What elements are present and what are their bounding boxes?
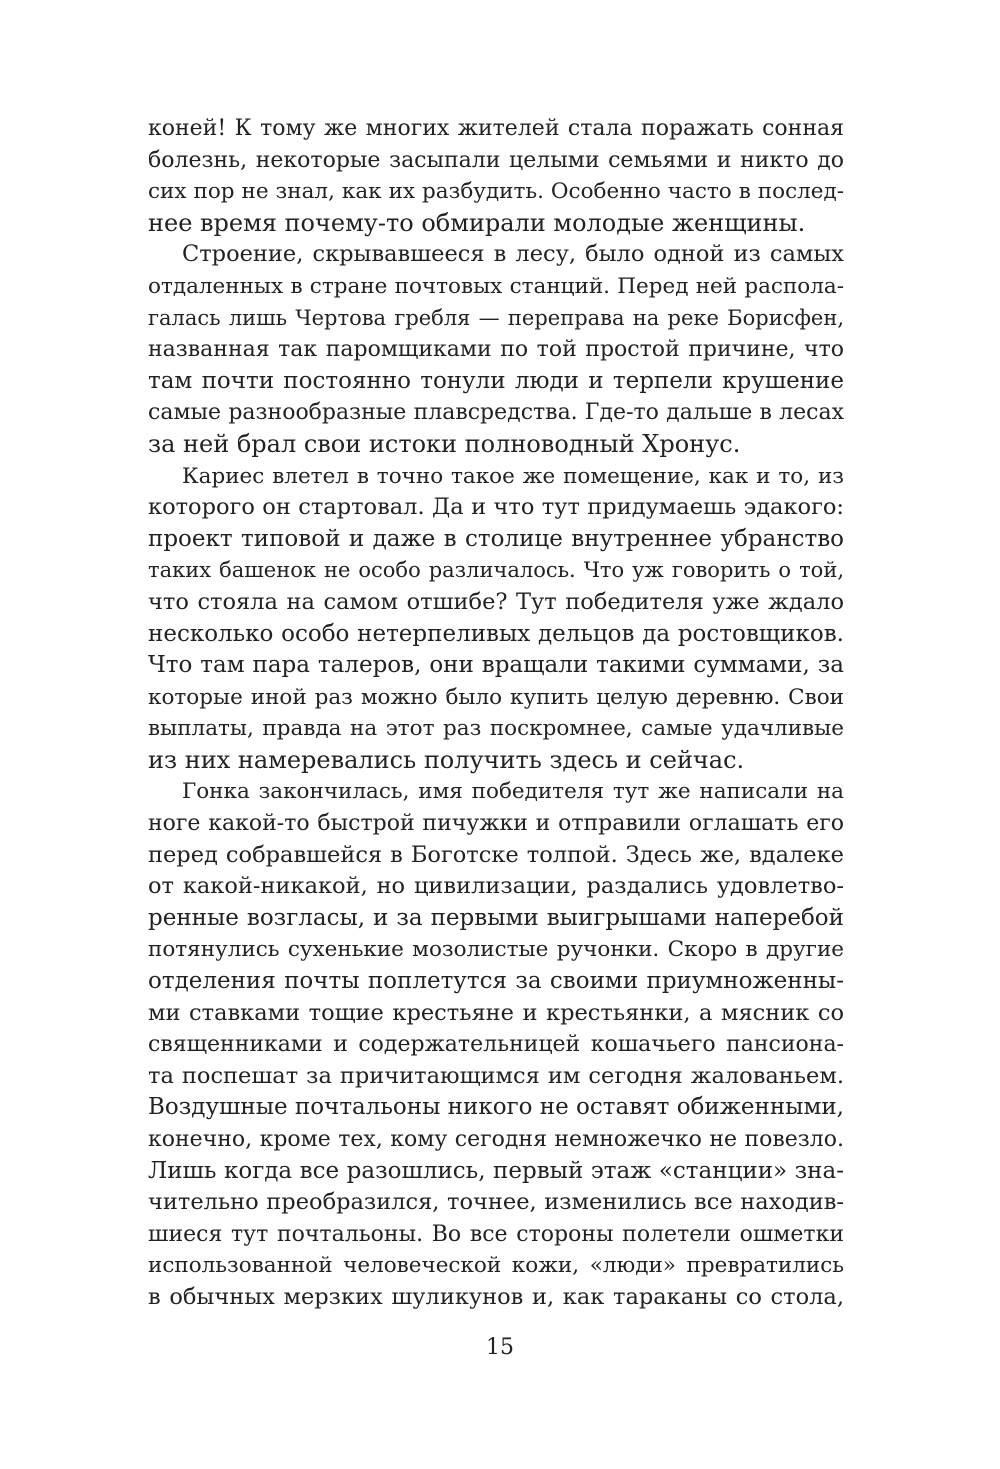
text-line: из них намеревались получить здесь и сейчас. [148,745,745,774]
text-line: самые разнообразные плавсредства. Где-то дальше в лесах [148,400,844,426]
text-line: от какой-никакой, но цивилизации, раздались удовлетво- [148,873,844,900]
text-line: Строение, скрывавшееся в лесу, было одной из самых [182,241,844,268]
text-line: сих пор не знал, как их разбудить. Особенно часто в послед- [148,179,844,205]
text-line: потянулись сухенькие мозолистые ручонки. Скоро в другие [148,937,844,963]
text-line: галась лишь Чертова гребля — переправа на реке Борисфен, [148,305,844,330]
text-line: Гонка закончилась, имя победителя тут же написали на [182,779,844,805]
text-line: шиеся тут почтальоны. Во все стороны полетели ошметки [148,1221,844,1247]
page-number: 15 [486,1335,514,1360]
text-line: отделения почты поплетутся за своими приумноженны- [148,968,844,995]
text-line: ми ставками тощие крестьяне и крестьянки, а мясник со [148,999,844,1026]
text-line: Что там пара талеров, они вращали такими суммами, за [148,652,844,679]
text-line: что стояла на самом отшибе? Тут победителя уже ждало [148,588,844,615]
body-text [148,113,844,1314]
text-line: выплаты, правда на этот раз поскромнее, самые удачливые [148,716,844,742]
text-line: за ней брал свои истоки полноводный Хронус. [148,429,741,458]
text-line: там почти постоянно тонули люди и терпели крушение [148,367,844,394]
text-line: перед собравшейся в Боготске толпой. Здесь же, вдалеке [148,841,844,868]
text-line: названная так паромщиками по той простой причине, что [148,337,844,363]
text-line: использованной человеческой кожи, «люди» превратились [148,1253,844,1279]
text-line: ноге какой-то быстрой пичужки и отправили оглашать его [148,811,844,837]
text-line: Лишь когда все разошлись, первый этаж «станции» зна- [148,1157,844,1184]
text-line: чительно преобразился, точнее, изменились все находив- [148,1189,844,1216]
text-line: проект типовой и даже в столице внутреннее убранство [148,525,844,552]
text-line: священниками и содержательницей кошачьего пансиона- [148,1032,844,1058]
text-line: та поспешат за причитающимся им сегодня жалованьем. [148,1062,844,1089]
text-line: несколько особо нетерпеливых дельцов да ростовщиков. [148,620,844,647]
text-line: коней! К тому же многих жителей стала поражать сонная [148,116,844,141]
text-line: таких башенок не особо различалось. Что уж говорить о той, [148,558,844,583]
text-line: в обычных мерзких шуликунов и, как тараканы со стола, [148,1283,844,1310]
text-line: Воздушные почтальоны никого не оставят обиженными, [148,1094,844,1121]
text-line: нее время почему-то обмирали молодые женщины. [148,208,806,237]
text-line: которого он стартовал. Да и что тут придумаешь эдакого: [148,494,844,521]
text-line: болезнь, некоторые засыпали целыми семьями и никто до [148,147,844,173]
text-line: конечно, кроме тех, кому сегодня немножечко не повезло. [148,1127,844,1152]
text-line: которые иной раз можно было купить целую деревню. Свои [148,684,844,710]
text-line: отдаленных в стране почтовых станций. Перед ней распола- [148,273,844,299]
text-line: ренные возгласы, и за первыми выигрышами наперебой [148,904,844,931]
text-line: Кариес влетел в точно такое же помещение, как и то, из [182,463,844,489]
